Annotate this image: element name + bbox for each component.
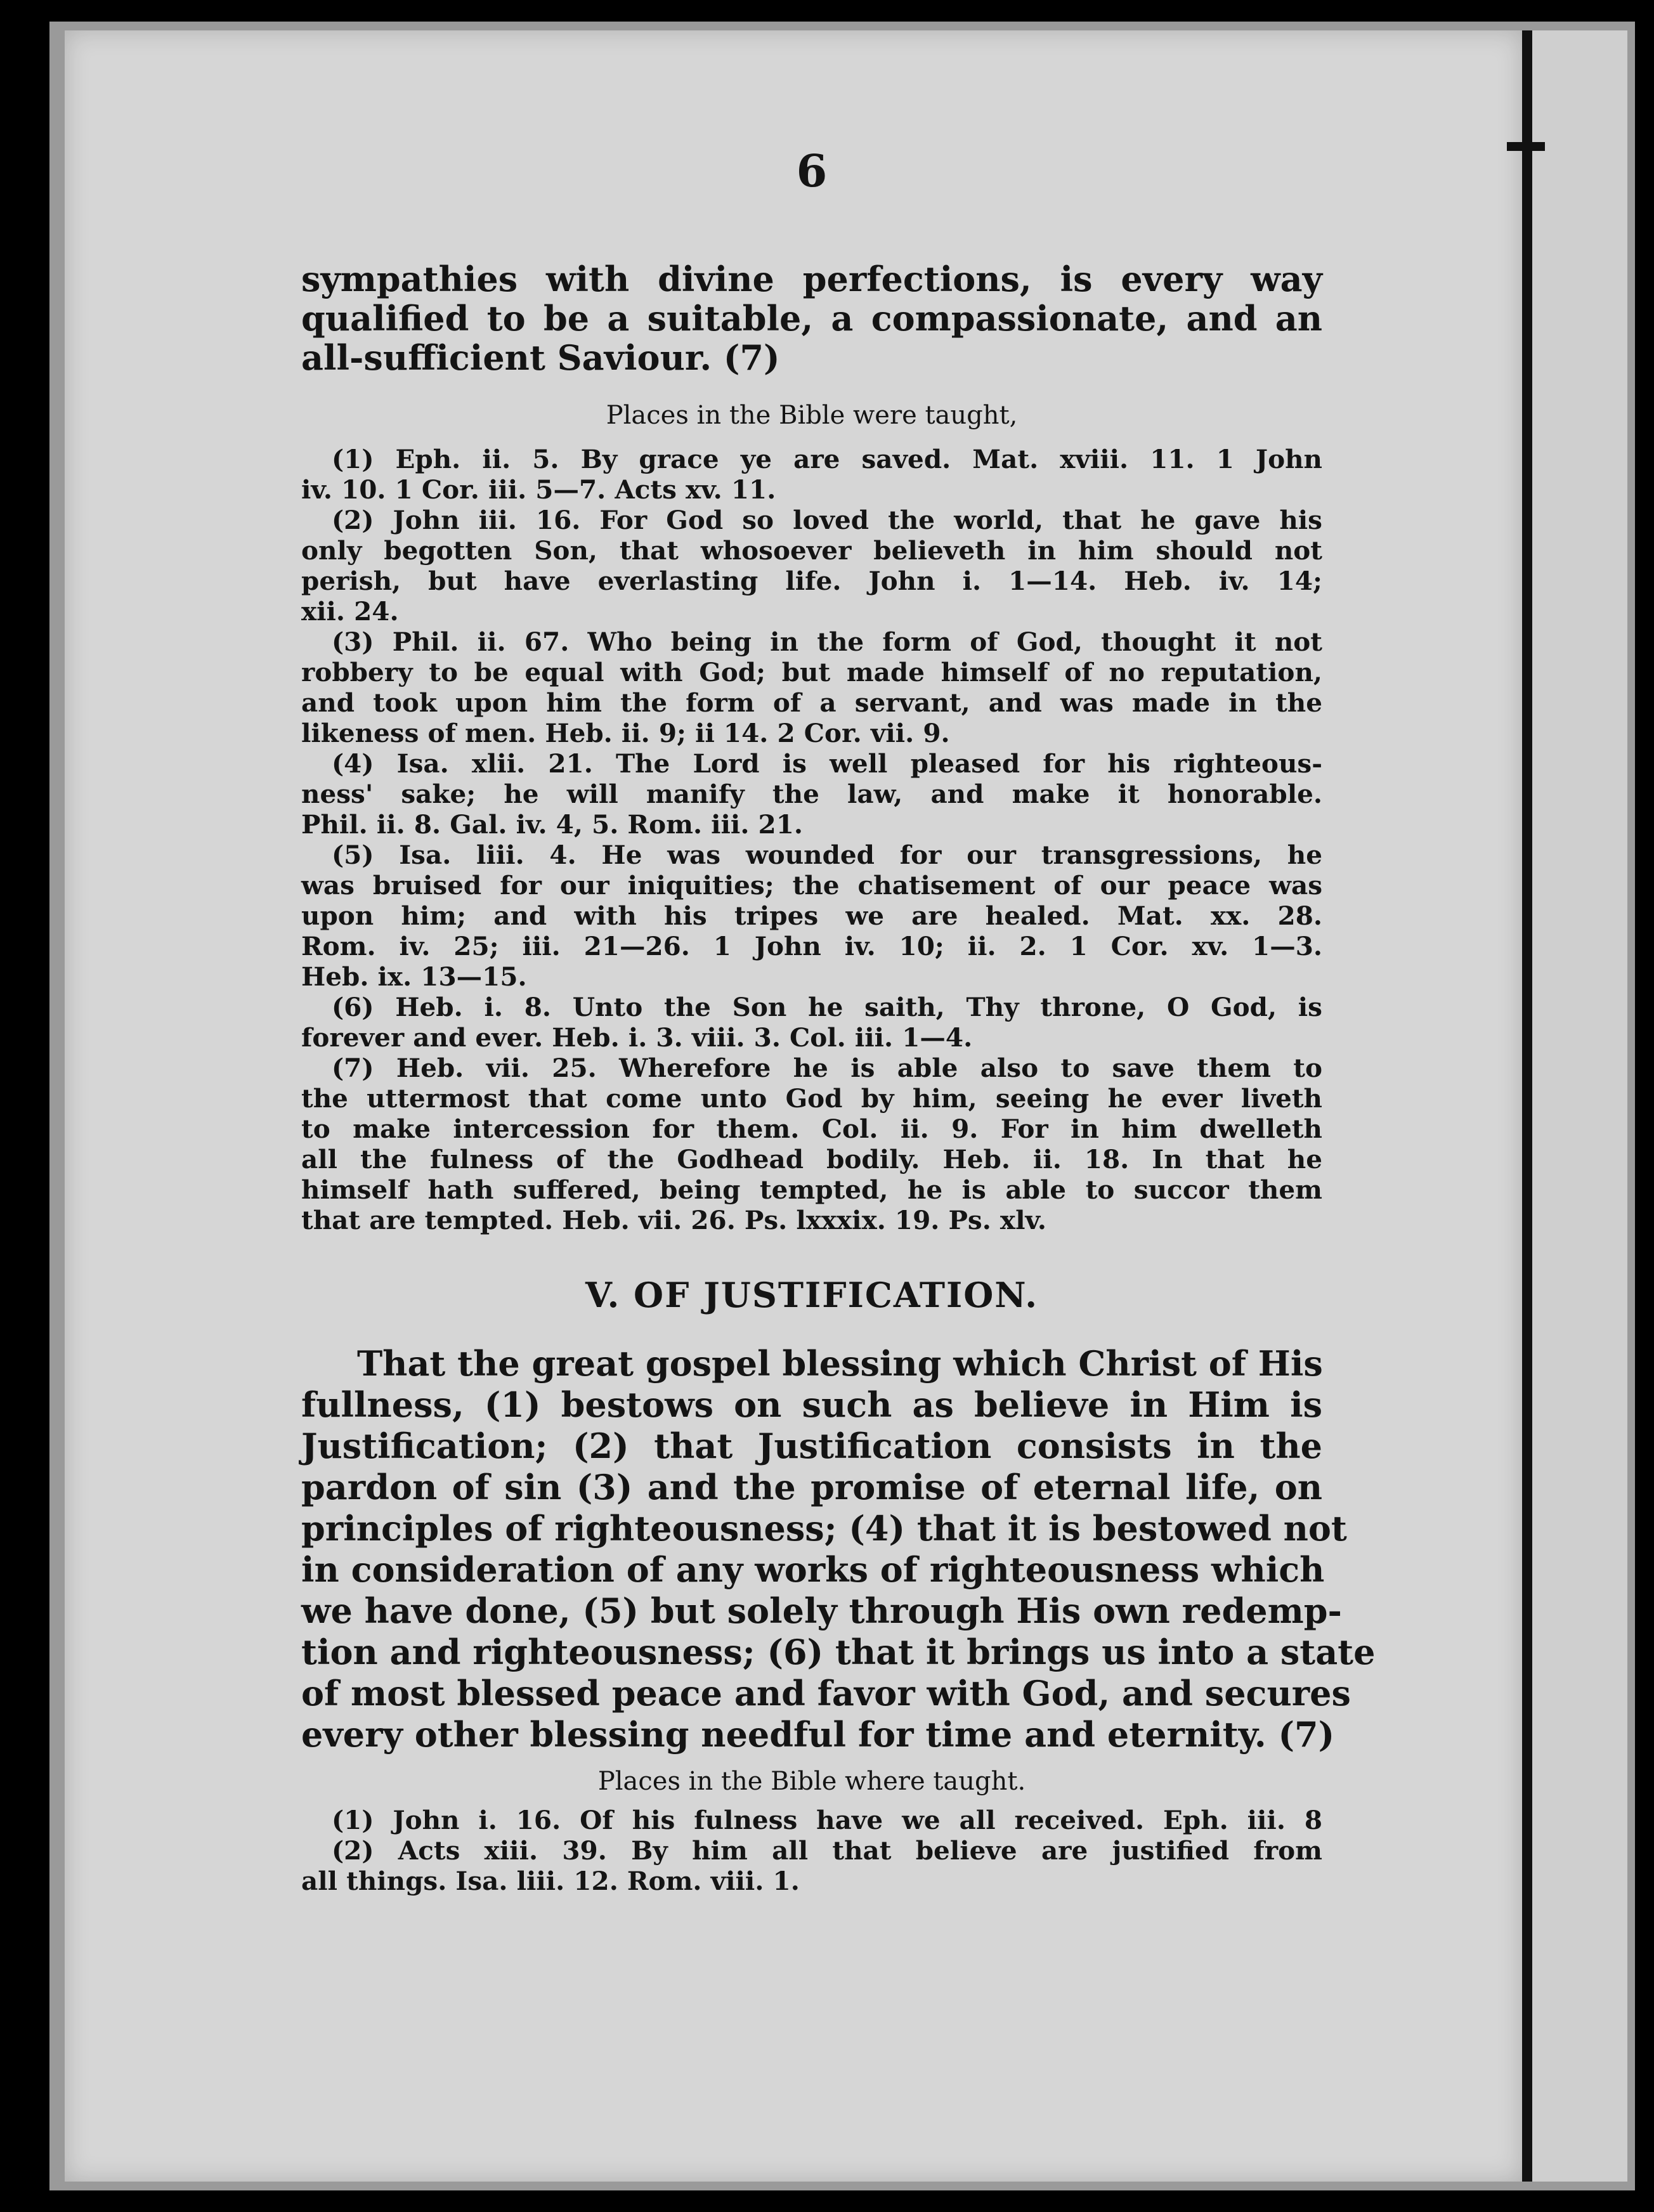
- reference-line: Heb. ix. 13—15.: [301, 961, 527, 992]
- justification-line: we have done, (5) but solely through His own redemp-: [301, 1591, 1342, 1631]
- reference-line: (2) John iii. 16. For God so loved the world, that he gave his: [332, 505, 1322, 535]
- references-heading: Places in the Bible where taught.: [597, 1767, 1026, 1796]
- intro-line: sympathies with divine perfections, is every way: [301, 259, 1322, 299]
- reference-line: (1) John i. 16. Of his fulness have we all received. Eph. iii. 8: [332, 1805, 1322, 1835]
- facing-page-edge: [1532, 30, 1627, 2182]
- reference-line: (3) Phil. ii. 67. Who being in the form of God, thought it not: [332, 627, 1322, 657]
- spine-mark: [1507, 142, 1545, 151]
- intro-line: qualified to be a suitable, a compassionate, and an: [301, 298, 1322, 339]
- reference-line: that are tempted. Heb. vii. 26. Ps. lxxxix. 19. Ps. xlv.: [301, 1205, 1047, 1235]
- justification-line: tion and righteousness; (6) that it brings us into a state: [301, 1632, 1376, 1672]
- reference-line: (2) Acts xiii. 39. By him all that believe are justified from: [332, 1835, 1322, 1866]
- page-number: 6: [796, 145, 828, 197]
- reference-line: likeness of men. Heb. ii. 9; ii 14. 2 Cor. vii. 9.: [301, 718, 950, 748]
- reference-line: forever and ever. Heb. i. 3. viii. 3. Col. iii. 1—4.: [301, 1022, 973, 1053]
- reference-line: and took upon him the form of a servant, and was made in the: [301, 687, 1322, 718]
- justification-line: That the great gospel blessing which Christ of His: [357, 1343, 1323, 1384]
- reference-line: (4) Isa. xlii. 21. The Lord is well pleased for his righteous-: [332, 748, 1322, 779]
- reference-line: (7) Heb. vii. 25. Wherefore he is able also to save them to: [332, 1053, 1322, 1083]
- page-spine: [1522, 30, 1532, 2182]
- reference-line: perish, but have everlasting life. John i. 1—14. Heb. iv. 14;: [301, 566, 1322, 596]
- references-heading: Places in the Bible were taught,: [606, 401, 1018, 430]
- reference-line: Phil. ii. 8. Gal. iv. 4, 5. Rom. iii. 21.: [301, 809, 803, 840]
- reference-line: only begotten Son, that whosoever believeth in him should not: [301, 535, 1322, 566]
- justification-line: of most blessed peace and favor with God, and secures: [301, 1673, 1351, 1714]
- reference-line: all things. Isa. liii. 12. Rom. viii. 1.: [301, 1866, 800, 1896]
- reference-line: robbery to be equal with God; but made himself of no reputation,: [301, 657, 1322, 687]
- reference-line: Rom. iv. 25; iii. 21—26. 1 John iv. 10; ii. 2. 1 Cor. xv. 1—3.: [301, 931, 1322, 961]
- reference-line: xii. 24.: [301, 596, 399, 627]
- reference-line: ness' sake; he will manify the law, and make it honorable.: [301, 779, 1322, 809]
- justification-line: pardon of sin (3) and the promise of eternal life, on: [301, 1467, 1322, 1507]
- intro-line: all-sufficient Saviour. (7): [301, 337, 780, 378]
- reference-line: (5) Isa. liii. 4. He was wounded for our transgressions, he: [332, 840, 1322, 870]
- reference-line: all the fulness of the Godhead bodily. Heb. ii. 18. In that he: [301, 1144, 1322, 1174]
- justification-line: every other blessing needful for time and eternity. (7): [301, 1714, 1335, 1755]
- justification-line: fullness, (1) bestows on such as believe in Him is: [301, 1384, 1322, 1425]
- justification-line: Justification; (2) that Justification consists in the: [301, 1426, 1322, 1466]
- section-heading: V. OF JUSTIFICATION.: [585, 1275, 1039, 1315]
- reference-line: upon him; and with his tripes we are healed. Mat. xx. 28.: [301, 901, 1322, 931]
- reference-line: iv. 10. 1 Cor. iii. 5—7. Acts xv. 11.: [301, 474, 776, 505]
- justification-line: in consideration of any works of righteousness which: [301, 1549, 1325, 1590]
- reference-line: was bruised for our iniquities; the chatisement of our peace was: [301, 870, 1322, 901]
- reference-line: (1) Eph. ii. 5. By grace ye are saved. Mat. xviii. 11. 1 John: [332, 444, 1322, 474]
- reference-line: to make intercession for them. Col. ii. 9. For in him dwelleth: [301, 1114, 1322, 1144]
- reference-line: himself hath suffered, being tempted, he is able to succor them: [301, 1174, 1322, 1205]
- reference-line: the uttermost that come unto God by him, seeing he ever liveth: [301, 1083, 1322, 1114]
- justification-line: principles of righteousness; (4) that it is bestowed not: [301, 1508, 1347, 1549]
- reference-line: (6) Heb. i. 8. Unto the Son he saith, Thy throne, O God, is: [332, 992, 1322, 1022]
